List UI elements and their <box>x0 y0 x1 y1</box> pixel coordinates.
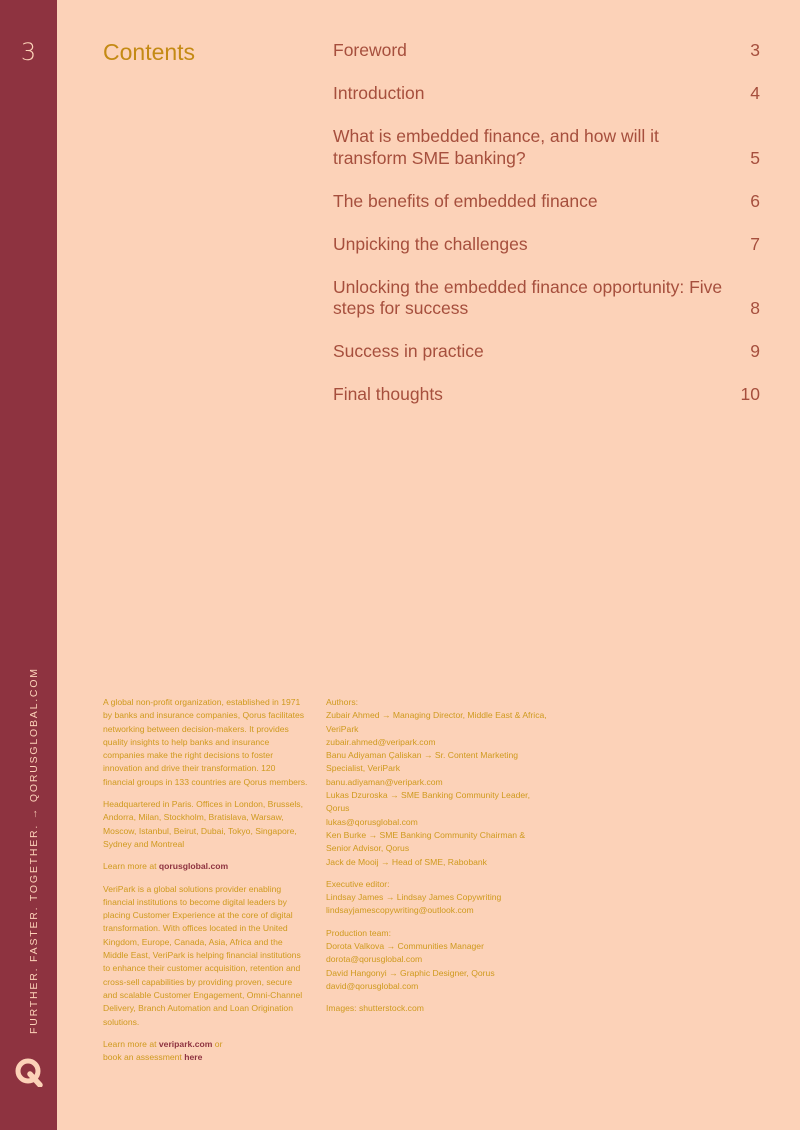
qorus-offices: Headquartered in Paris. Offices in London, Brussels, Andorra, Milan, Stockholm, Bratislava, Warsaw, Moscow, Istanbul, Beirut, Dubai, Tokyo, Singapore, Sydney and Montreal <box>103 799 303 849</box>
toc-item-title: Foreword <box>333 40 407 60</box>
qorus-learn-more <box>103 860 308 873</box>
author-line: Ken Burke → SME Banking Community Chairman & Senior Advisor, Qorus <box>326 829 526 854</box>
toc-item[interactable] <box>333 341 760 363</box>
learn-more-label: Learn more at <box>103 861 159 872</box>
author-line: Lukas Dzuroska → SME Banking Community Leader, Qorus <box>326 790 530 814</box>
author-line: Zubair Ahmed → Managing Director, Middle East & Africa, VeriPark <box>326 710 547 734</box>
toc-item-page: 3 <box>750 40 760 60</box>
images-credit: Images: shutterstock.com <box>326 1003 424 1014</box>
author-email[interactable]: lukas@qorusglobal.com <box>326 816 418 827</box>
toc-item[interactable] <box>333 126 760 169</box>
toc-item[interactable] <box>333 191 760 213</box>
credits-section <box>326 696 551 1016</box>
authors-group <box>326 696 551 869</box>
editor-label: Executive editor: <box>326 878 390 889</box>
editor-group <box>326 878 551 918</box>
authors-label: Authors: <box>326 697 359 707</box>
author-email[interactable]: zubair.ahmed@veripark.com <box>326 736 436 747</box>
author-line: Banu Adiyaman Çaliskan → Sr. Content Marketing Specialist, VeriPark <box>326 750 519 774</box>
toc-item[interactable] <box>333 277 760 320</box>
toc-item[interactable] <box>333 40 760 62</box>
toc-item-title: Final thoughts <box>333 384 443 404</box>
production-label: Production team: <box>326 927 391 938</box>
here-link[interactable]: here <box>184 1052 203 1063</box>
production-group <box>326 927 551 993</box>
toc-item-title: What is embedded finance, and how will it transform SME banking? <box>333 126 659 168</box>
qorus-description: A global non-profit organization, established in 1971 by banks and insurance companies, Qorus facilitates networking between decision-makers. It provides quality insights to help banks and insurance companies make the right decisions to foster innovation and drive their transformation. 120 financial groups in 133 countries are Qorus members. <box>103 697 308 787</box>
qorus-q-logo-icon <box>14 1057 44 1087</box>
toc-item[interactable] <box>333 234 760 256</box>
production-line: Dorota Valkova → Communities Manager <box>326 941 484 952</box>
toc-item-title: Success in practice <box>333 341 484 361</box>
veripark-description: VeriPark is a global solutions provider enabling financial institutions to become digital leaders by placing Customer Experience at the core of digital transformation. With offices located in the United Kingdom, Europe, Canada, Asia, Africa and the Middle East, VeriPark is helping financial institutions to enhance their customer acquisition, retention and cross-sell capabilities by providing proven, secure and scalable Customer Engagement, Omni-Channel Delivery, Branch Automation and Loan Origination solutions. <box>103 883 303 1027</box>
veripark-link[interactable]: veripark.com <box>158 1038 213 1049</box>
toc-item-title: The benefits of embedded finance <box>333 190 598 211</box>
toc-item-title: Unpicking the challenges <box>333 233 528 254</box>
toc-item-page: 4 <box>750 83 760 103</box>
page-number: 3 <box>20 38 37 66</box>
contents-heading: Contents <box>103 39 196 65</box>
book-assessment-label: book an assessment <box>103 1052 185 1063</box>
production-email[interactable]: dorota@qorusglobal.com <box>326 954 423 965</box>
toc-item-page: 6 <box>750 190 760 211</box>
or-text: or <box>212 1038 223 1049</box>
production-line: David Hangonyi → Graphic Designer, Qorus <box>326 967 495 978</box>
table-of-contents <box>333 40 760 406</box>
author-line: Jack de Mooij → Head of SME, Rabobank <box>326 856 487 867</box>
toc-item[interactable] <box>333 83 760 105</box>
qorus-link[interactable]: qorusglobal.com <box>158 861 229 872</box>
editor-line: Lindsay James → Lindsay James Copywriting <box>326 892 502 903</box>
toc-item-page: 7 <box>750 233 760 254</box>
veripark-learn-more <box>103 1038 308 1065</box>
toc-item[interactable] <box>333 384 760 406</box>
sidebar <box>0 0 57 1130</box>
about-section <box>103 696 308 1064</box>
author-email[interactable]: banu.adiyaman@veripark.com <box>326 776 443 787</box>
toc-item-page: 8 <box>750 298 760 318</box>
production-email[interactable]: david@qorusglobal.com <box>326 980 419 991</box>
learn-more-label: Learn more at <box>103 1038 159 1049</box>
toc-item-page: 10 <box>740 384 760 404</box>
toc-item-title: Introduction <box>333 83 425 103</box>
toc-item-page: 5 <box>750 147 760 168</box>
toc-item-page: 9 <box>750 341 760 361</box>
vertical-tagline: FURTHER. FASTER. TOGETHER. → QORUSGLOBAL.COM <box>28 667 40 1034</box>
toc-item-title: Unlocking the embedded finance opportunity: Five steps for success <box>333 276 723 318</box>
editor-email[interactable]: lindsayjamescopywriting@outlook.com <box>326 905 474 916</box>
